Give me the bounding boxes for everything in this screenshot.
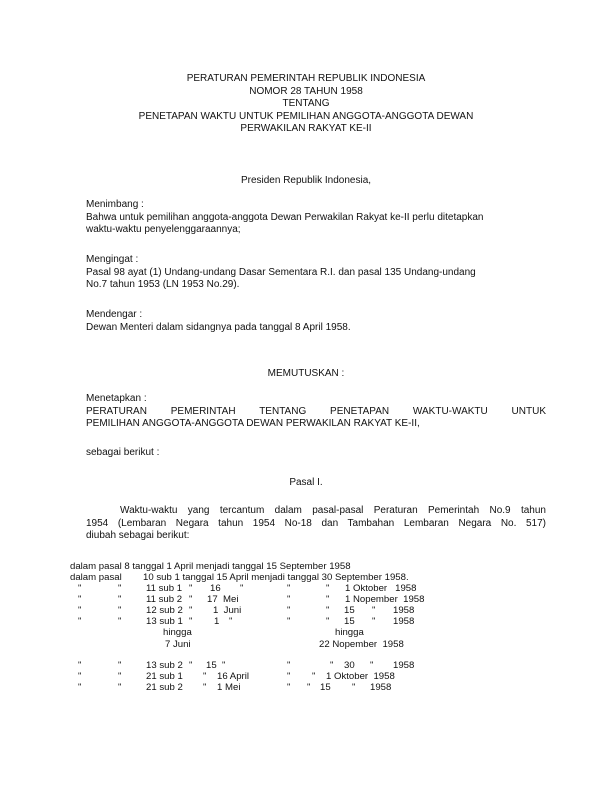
table-cell: 13 sub 1 (146, 616, 183, 627)
ditto-mark: " (189, 583, 193, 594)
menetapkan-section (86, 393, 546, 431)
table-cell: 17 Mei (207, 594, 239, 605)
ditto-mark: " (287, 594, 291, 605)
menimbang-section (86, 199, 546, 237)
ditto-mark: " (78, 605, 82, 616)
table-cell: 15 (320, 682, 331, 693)
ditto-mark: " (203, 671, 207, 682)
header-line-1: PERATURAN PEMERINTAH REPUBLIK INDONESIA (186, 73, 426, 84)
table-cell: 21 sub 1 (146, 671, 183, 682)
ditto-mark: " (287, 682, 291, 693)
ditto-mark: " (118, 594, 122, 605)
table-cell: 15 (344, 605, 355, 616)
header-line-3: TENTANG (282, 98, 330, 109)
ditto-mark: " (326, 594, 330, 605)
menimbang-line-2: waktu-waktu penyelenggaraannya; (86, 224, 241, 235)
ditto-mark: " (189, 660, 193, 671)
mendengar-line-1: Dewan Menteri dalam sidangnya pada tanggal 8 April 1958. (86, 321, 351, 333)
body-line-1: Waktu-waktu yang tercantum dalam pasal-pasal Peraturan Pemerintah No.9 tahun (120, 505, 546, 516)
table-cell: hingga (163, 627, 192, 638)
table-cell: 10 sub 1 tanggal 15 April menjadi tanggal 30 September 1958. (143, 572, 409, 583)
table-cell: 15 (344, 616, 355, 627)
ditto-mark: " (312, 671, 316, 682)
ditto-mark: " (78, 594, 82, 605)
ditto-mark: " (287, 660, 291, 671)
table-cell: 1958 (393, 605, 415, 616)
header-line-5: PERWAKILAN RAKYAT KE-II (240, 123, 372, 134)
header-line-2: NOMOR 28 TAHUN 1958 (249, 85, 363, 97)
ditto-mark: " (78, 660, 82, 671)
table-cell: 1958 (393, 660, 415, 671)
ditto-mark: " (78, 616, 82, 627)
table-cell: 1 Oktober 1958 (345, 583, 417, 594)
ditto-mark: " (330, 660, 334, 671)
memutuskan-heading: MEMUTUSKAN : (267, 368, 345, 379)
ditto-mark: " (370, 660, 374, 671)
ditto-mark: " (189, 594, 193, 605)
ditto-mark: " (78, 583, 82, 594)
pasal-heading: Pasal I. (289, 477, 323, 488)
ditto-mark: " (287, 605, 291, 616)
ditto-mark: " (326, 583, 330, 594)
ditto-mark: " (118, 671, 122, 682)
ditto-mark: " (229, 616, 233, 627)
mengingat-section (86, 254, 546, 292)
ditto-mark: " (203, 682, 207, 693)
body-line-3: diubah sebagai berikut: (86, 530, 190, 541)
menetapkan-line-1: PERATURAN PEMERINTAH TENTANG PENETAPAN WAKTU-WAKTU UNTUK (86, 405, 546, 417)
mengingat-line-1: Pasal 98 ayat (1) Undang-undang Dasar Sementara R.I. dan pasal 135 Undang-undang (86, 266, 476, 278)
mendengar-label: Mendengar : (86, 309, 143, 320)
document-header (0, 73, 612, 136)
ditto-mark: " (118, 605, 122, 616)
ditto-mark: " (287, 616, 291, 627)
table-cell: 1 (214, 616, 220, 627)
ditto-mark: " (118, 616, 122, 627)
menetapkan-label: Menetapkan : (86, 393, 147, 404)
table-cell: 16 April (217, 671, 249, 682)
ditto-mark: " (372, 616, 376, 627)
table-cell: 1 Mei (217, 682, 241, 693)
table-cell: 7 Juni (165, 639, 191, 650)
menimbang-label: Menimbang : (86, 199, 144, 210)
table-cell: hingga (335, 627, 364, 638)
table-cell: 1 Juni (213, 605, 242, 616)
ditto-mark: " (326, 605, 330, 616)
table-cell: 11 sub 2 (146, 594, 183, 605)
ditto-mark: " (222, 660, 226, 671)
pasal-body (86, 505, 546, 543)
ditto-mark: " (78, 671, 82, 682)
ditto-mark: " (118, 682, 122, 693)
mendengar-section (86, 309, 546, 334)
table-cell: 22 Nopember 1958 (319, 639, 404, 650)
table-row: dalam pasal 8 tanggal 1 April menjadi tanggal 15 September 1958 (70, 561, 351, 572)
table-cell: 11 sub 1 (146, 583, 183, 594)
table-cell: 15 (206, 660, 217, 671)
ditto-mark: " (287, 583, 291, 594)
body-line-2: 1954 (Lembaran Negara tahun 1954 No-18 dan Tambahan Lembaran Negara No. 517) (86, 517, 546, 529)
ditto-mark: " (287, 671, 291, 682)
ditto-mark: " (118, 660, 122, 671)
table-cell: 1 Nopember 1958 (345, 594, 425, 605)
ditto-mark: " (372, 605, 376, 616)
ditto-mark: " (352, 682, 356, 693)
president-line: Presiden Republik Indonesia, (240, 175, 372, 186)
sebagai-line: sebagai berikut : (86, 447, 160, 458)
ditto-mark: " (78, 682, 82, 693)
ditto-mark: " (118, 583, 122, 594)
table-cell: 1 Oktober 1958 (326, 671, 395, 682)
table-cell: 13 sub 2 (146, 660, 183, 671)
mengingat-label: Mengingat : (86, 254, 139, 265)
table-cell: dalam pasal (70, 572, 122, 583)
menimbang-line-1: Bahwa untuk pemilihan anggota-anggota Dewan Perwakilan Rakyat ke-II perlu ditetapkan (86, 211, 484, 223)
ditto-mark: " (326, 616, 330, 627)
table-cell: 21 sub 2 (146, 682, 183, 693)
menetapkan-line-2: PEMILIHAN ANGGOTA-ANGGOTA DEWAN PERWAKILAN RAKYAT KE-II, (86, 418, 420, 429)
mengingat-line-2: No.7 tahun 1953 (LN 1953 No.29). (86, 279, 240, 290)
ditto-mark: " (189, 605, 193, 616)
table-cell: 12 sub 2 (146, 605, 183, 616)
ditto-mark: " (240, 583, 244, 594)
ditto-mark: " (189, 616, 193, 627)
table-cell: 30 (344, 660, 355, 671)
table-cell: 1958 (393, 616, 415, 627)
ditto-mark: " (307, 682, 311, 693)
header-line-4: PENETAPAN WAKTU UNTUK PEMILIHAN ANGGOTA-ANGGOTA DEWAN (138, 110, 474, 122)
table-cell: 16 (210, 583, 221, 594)
table-cell: 1958 (370, 682, 392, 693)
